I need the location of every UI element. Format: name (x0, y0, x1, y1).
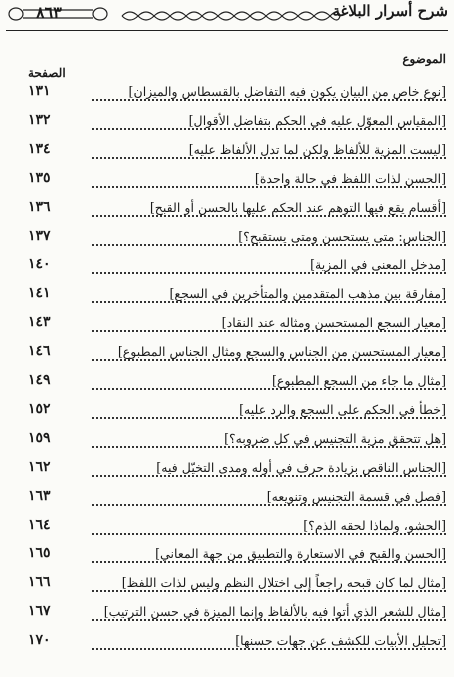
dot-leader (92, 619, 446, 621)
toc-entry-title: [ليست المزية للألفاظ ولكن لما تدل الألفاظ عليه] (186, 142, 446, 157)
toc-entry-title: [فصل في قسمة التجنيس وتنويعه] (264, 489, 446, 504)
toc-entry-page: ١٦٤ (28, 516, 51, 533)
toc-entry-title: [المقياس المعوّل عليه في الحكم بتفاضل الأقوال] (186, 113, 446, 128)
toc-entry (0, 198, 454, 224)
toc-entry (0, 400, 454, 426)
toc-entry (0, 544, 454, 570)
toc-entry (0, 169, 454, 195)
toc-entry-title: [خطأ في الحكم على السجع والرد عليه] (236, 402, 446, 417)
toc-entry-page: ١٦٣ (28, 487, 51, 504)
toc-entry-page: ١٦٧ (28, 603, 51, 620)
toc-entry-page: ١٦٥ (28, 545, 51, 562)
toc-entry-page: ١٣٧ (28, 227, 51, 244)
dot-leader (92, 359, 446, 361)
toc-entry-page: ١٣٦ (28, 198, 51, 215)
toc-entry-page: ١٥٢ (28, 400, 51, 417)
toc-entry (0, 255, 454, 281)
toc-entry (0, 313, 454, 339)
dot-leader (92, 128, 446, 130)
toc-entry (0, 227, 454, 253)
toc-entry-title: [مفارقة بين مذهب المتقدمين والمتأخرين في السجع] (166, 286, 446, 301)
toc-entry (0, 429, 454, 455)
dot-leader (92, 446, 446, 448)
toc-entry-page: ١٤١ (28, 285, 51, 302)
dot-leader (92, 157, 446, 159)
toc-entry-page: ١٥٩ (28, 429, 51, 446)
column-heading-page: الصفحة (28, 66, 66, 80)
toc-entry-page: ١٧٠ (28, 632, 51, 649)
toc-entry-title: [الحسن لذات اللفظ في حالة واحدة] (252, 171, 446, 186)
toc-entry-title: [أقسام يقع فيها التوهم عند الحكم عليها بالحسن أو القبح] (147, 200, 446, 215)
dot-leader (92, 648, 446, 650)
dot-leader (92, 99, 446, 101)
toc-entry (0, 111, 454, 137)
page-number: ٨٦٣ (36, 3, 62, 22)
toc-entry-page: ١٣٢ (28, 111, 51, 128)
toc-entry-page: ١٣١ (28, 83, 51, 99)
toc-entry-title: [معيار السجع المستحسن ومثاله عند النقاد] (219, 315, 446, 330)
dot-leader (92, 417, 446, 419)
toc-entry-title: [الجناس: متى يستحسن ومتى يستقبح؟] (235, 229, 446, 244)
header-divider (6, 30, 448, 31)
dot-leader (92, 272, 446, 274)
toc-entry (0, 573, 454, 599)
toc-entry (0, 631, 454, 657)
column-heading-subject: الموضوع (402, 52, 446, 66)
toc-entry-page: ١٤٩ (28, 372, 51, 388)
toc-entry (0, 140, 454, 166)
toc-entry (0, 602, 454, 628)
dot-leader (92, 388, 446, 390)
toc-entry-page: ١٣٤ (28, 140, 51, 157)
toc-entry-page: ١٤٣ (28, 314, 51, 331)
page-header (0, 0, 454, 46)
toc-entry-title: [الحشو، ولماذا لحقه الذم؟] (300, 518, 446, 533)
toc-entry-title: [معيار المستحسن من الجناس والسجع ومثال الجناس المطبوع] (115, 344, 446, 359)
toc-entry-title: [مثال لما كان قبحه راجعاً إلى اختلال النظم وليس لذات اللفظ] (119, 575, 446, 590)
toc-entry (0, 82, 454, 108)
toc-entry-title: [مثال للشعر الذي أتوا فيه بالألفاظ وإنما الميزة في حسن الترتيب] (101, 604, 446, 619)
toc-entry (0, 284, 454, 310)
header-ornament-icon (120, 8, 342, 24)
toc-entry (0, 516, 454, 542)
toc-entry-title: [الحسن والقبح في الاستعارة والتطبيق من جهة المعاني] (152, 546, 446, 561)
toc-entry-title: [تحليل الأبيات للكشف عن جهات حسنها] (232, 633, 446, 648)
toc-entry-page: ١٤٠ (28, 256, 51, 273)
toc-entry-page: ١٣٥ (28, 169, 51, 186)
running-head-title: شرح أسرار البلاغة (332, 2, 448, 20)
toc-entry-title: [الجناس الناقص بزيادة حرف في أوله ومدى التخيّل فيه] (153, 460, 446, 475)
toc-entry-title: [مثال ما جاء من السجع المطبوع] (269, 373, 446, 388)
dot-leader (92, 301, 446, 303)
toc-entry-title: [نوع خاص من البيان يكون فيه التفاضل بالقسطاس والميزان] (126, 84, 446, 99)
dot-leader (92, 590, 446, 592)
toc-entry-page: ١٤٦ (28, 343, 51, 360)
dot-leader (92, 330, 446, 332)
toc-entry-page: ١٦٦ (28, 574, 51, 591)
dot-leader (92, 561, 446, 563)
toc-entry-page: ١٦٢ (28, 458, 51, 475)
toc-entry (0, 342, 454, 368)
toc-entry (0, 458, 454, 484)
toc-entry-title: [مدخل المعنى في المزية] (307, 257, 446, 272)
toc-entry-title: [هل تتحقق مزية التجنيس في كل ضروبه؟] (221, 431, 446, 446)
toc-entry (0, 371, 454, 397)
toc-entry (0, 487, 454, 513)
